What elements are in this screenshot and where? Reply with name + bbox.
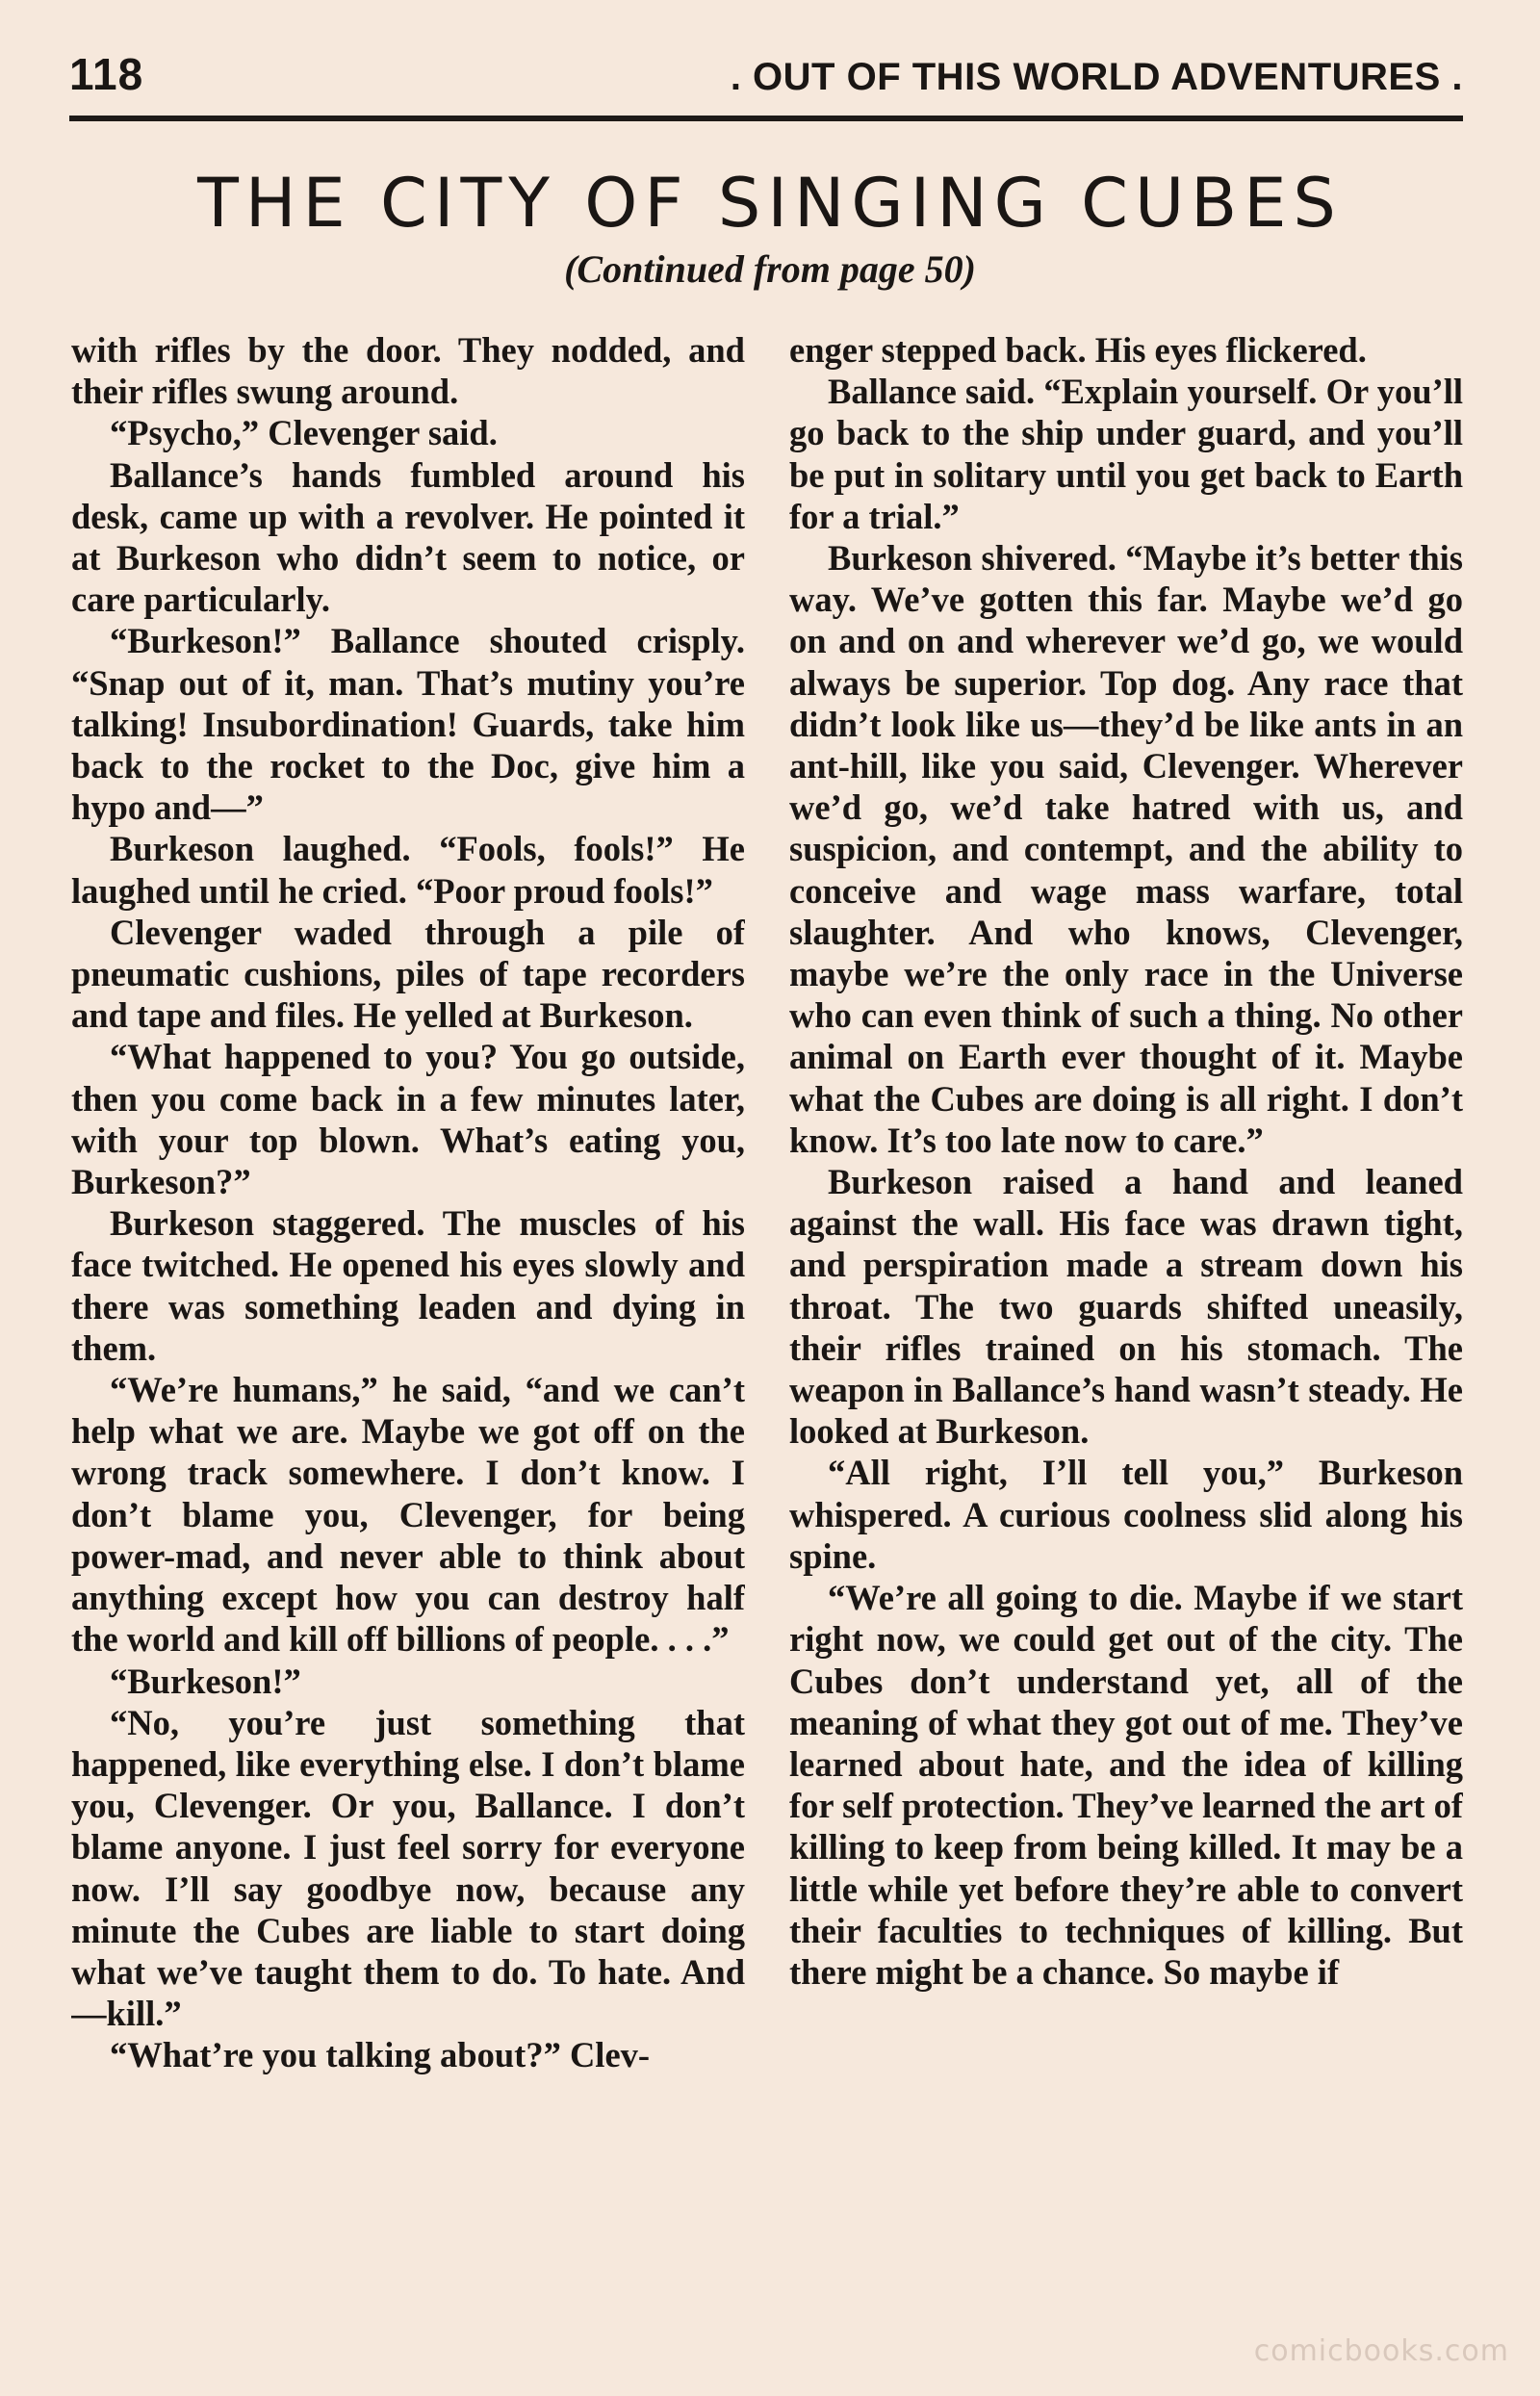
page-header xyxy=(69,42,1463,121)
paragraph: “We’re humans,” he said, “and we can’t help what we are. Maybe we got off on the wrong track somewhere. I don’t know. I don’t blame you, Clevenger, for being power-mad, and never able to think about anything except how you can destroy half the world and kill off billions of people. . . .” xyxy=(71,1370,745,1660)
paragraph: “Psycho,” Clevenger said. xyxy=(110,413,498,453)
paragraph: enger stepped back. His eyes flickered. xyxy=(789,330,1367,370)
paragraph: Burkeson shivered. “Maybe it’s better this way. We’ve gotten this far. Maybe we’d go on and on and wherever we’d go, we would always be superior. Top dog. Any race that didn’t look like us—they’d be like ants in an ant-hill, like you said, Clevenger. Wherever we’d go, we’d take hatred with us, and suspicion, and contempt, and the ability to conceive and wage mass warfare, total slaughter. And who knows, Clevenger, maybe we’re the only race in the Universe who can even think of such a thing. No other animal on Earth ever thought of it. Maybe what the Cubes are doing is all right. I don’t know. It’s too late now to care.” xyxy=(789,538,1463,1160)
paragraph: Burkeson laughed. “Fools, fools!” He laughed until he cried. “Poor proud fools!” xyxy=(71,829,745,911)
continued-note: (Continued from page 50) xyxy=(564,247,976,291)
paragraph: “We’re all going to die. Maybe if we start right now, we could get out of the city. The Cubes don’t understand yet, all of the meaning of what they got out of me. They’ve learned about hate, and the idea of killing for self protection. They’ve learned the art of killing to keep from being killed. It may be a little while yet before they’re able to convert their faculties to techniques of killing. But there might be a chance. So maybe if xyxy=(789,1578,1463,1992)
paragraph: “No, you’re just something that happened, like everything else. I don’t blame you, Clevenger. Or you, Ballance. I don’t blame anyone. I just feel sorry for everyone now. I’ll say goodbye now, because any minute the Cubes are liable to start doing what we’ve taught them to do. To hate. And—kill.” xyxy=(71,1702,745,2034)
paragraph: Burkeson raised a hand and leaned against the wall. His face was drawn tight, and perspiration made a stream down his throat. The two guards shifted uneasily, their rifles trained on his stomach. The weapon in Ballance’s hand wasn’t steady. He looked at Burkeson. xyxy=(789,1162,1463,1452)
paragraph: Burkeson staggered. The muscles of his face twitched. He opened his eyes slowly and there was something leaden and dying in them. xyxy=(71,1203,745,1368)
site-watermark: comicbooks.com xyxy=(1253,2334,1509,2368)
running-head: . OUT OF THIS WORLD ADVENTURES . xyxy=(730,56,1463,98)
paragraph: “Burkeson!” xyxy=(110,1661,301,1701)
paragraph: “What’re you talking about?” Clev- xyxy=(110,2035,651,2075)
page-number: 118 xyxy=(69,49,144,99)
paragraph: Ballance’s hands fumbled around his desk, came up with a revolver. He pointed it at Burkeson who didn’t seem to notice, or care particularly. xyxy=(71,454,745,620)
paragraph: “All right, I’ll tell you,” Burkeson whispered. A curious coolness slid along his spine. xyxy=(789,1453,1463,1576)
paragraph: Clevenger waded through a pile of pneumatic cushions, piles of tape recorders and tape and files. He yelled at Burkeson. xyxy=(71,912,745,1036)
paragraph: Ballance said. “Explain yourself. Or you’ll go back to the ship under guard, and you’ll be put in solitary until you get back to Earth for a trial.” xyxy=(789,372,1463,536)
story-title: THE CITY OF SINGING CUBES xyxy=(197,164,1343,243)
paragraph: “What happened to you? You go outside, then you come back in a few minutes later, with your top blown. What’s eating you, Burkeson?” xyxy=(71,1037,745,1202)
paragraph: with rifles by the door. They nodded, and their rifles swung around. xyxy=(71,330,745,412)
left-column xyxy=(71,329,745,2322)
right-column xyxy=(789,329,1463,2322)
paragraph: “Burkeson!” Ballance shouted crisply. “Snap out of it, man. That’s mutiny you’re talking! Insubordination! Guards, take him back to the rocket to the Doc, give him a hypo and—” xyxy=(71,621,745,828)
